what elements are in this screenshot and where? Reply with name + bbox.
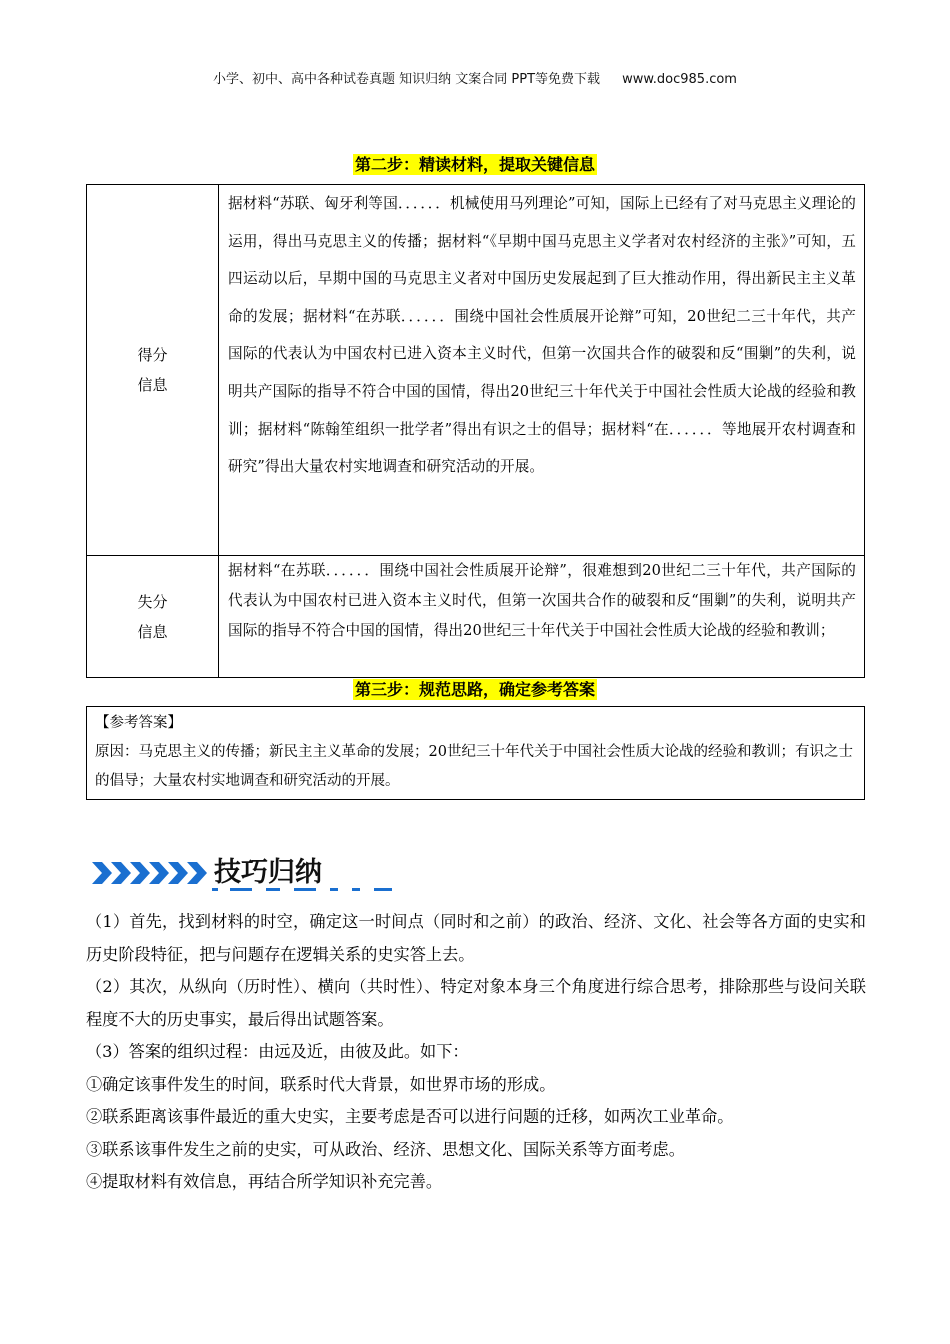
page-header	[0, 68, 950, 87]
table-label-score: 得分 信息	[87, 185, 219, 556]
tip-item: （2）其次，从纵向（历时性）、横向（共时性）、特定对象本身三个角度进行综合思考，排除那些与设问关联程度不大的历史事实，最后得出试题答案。	[86, 977, 866, 1029]
table-label-loss: 失分 信息	[87, 556, 219, 678]
header-site[interactable]: www.doc985.com	[622, 72, 737, 87]
tip-item: ①确定该事件发生的时间，联系时代大背景，如世界市场的形成。	[86, 1074, 556, 1094]
answer-heading: 【参考答案】	[95, 715, 182, 731]
tips-title: 技巧归纳	[214, 857, 322, 888]
header-text: 小学、初中、高中各种试卷真题 知识归纳 文案合同 PPT等免费下载	[213, 72, 601, 87]
tip-item: （1）首先，找到材料的时空，确定这一时间点（同时和之前）的政治、经济、文化、社会等各方面的史实和历史阶段特征，把与问题存在逻辑关系的史实答上去。	[86, 912, 866, 964]
tip-item: ③联系该事件发生之前的史实，可从政治、经济、思想文化、国际关系等方面考虑。	[86, 1139, 685, 1159]
table-text-score: 据材料“苏联、匈牙利等国．．．．．．机械使用马列理论”可知，国际上已经有了对马克思主义理论的运用，得出马克思主义的传播；据材料“《早期中国马克思主义学者对农村经济的主张》”可知，五四运动以后，早期中国的马克思主义者对中国历史发展起到了巨大推动作用，得出新民主主义革命的发展；据材料“在苏联．．．．．．围绕中国社会性质展开论辩”可知，20世纪二三十年代，共产国际的代表认为中国农村已进入资本主义时代，但第一次国共合作的破裂和反“围剿”的失利，说明共产国际的指导不符合中国的国情，得出20世纪三十年代关于中国社会性质大论战的经验和教训；据材料“陈翰笙组织一批学者”得出有识之士的倡导；据材料“在．．．．．．等地展开农村调查和研究”得出大量农村实地调查和研究活动的开展。	[219, 185, 865, 556]
tip-item: （3）答案的组织过程：由远及近，由彼及此。如下：	[86, 1042, 469, 1061]
tip-item: ④提取材料有效信息，再结合所学知识补充完善。	[86, 1172, 443, 1191]
tips-section	[86, 906, 866, 1199]
answer-box	[86, 706, 865, 800]
table-row-score	[87, 185, 865, 556]
table-text-loss: 据材料“在苏联．．．．．．围绕中国社会性质展开论辩”，很难想到20世纪二三十年代，共产国际的代表认为中国农村已进入资本主义时代，但第一次国共合作的破裂和反“围剿”的失利，说明共产国际的指导不符合中国的国情，得出20世纪三十年代关于中国社会性质大论战的经验和教训；	[219, 556, 865, 678]
tip-item: ②联系距离该事件最近的重大史实，主要考虑是否可以进行问题的迁移，如两次工业革命。	[86, 1107, 734, 1126]
tips-banner	[90, 848, 410, 894]
table-row-loss	[87, 556, 865, 678]
answer-text: 原因：马克思主义的传播；新民主主义革命的发展；20世纪三十年代关于中国社会性质大论战的经验和教训；有识之士的倡导；大量农村实地调查和研究活动的开展。	[95, 744, 853, 789]
step2-title: 第二步：精读材料，提取关键信息	[354, 155, 595, 174]
info-table	[86, 184, 865, 678]
step3-title: 第三步：规范思路，确定参考答案	[354, 680, 595, 699]
